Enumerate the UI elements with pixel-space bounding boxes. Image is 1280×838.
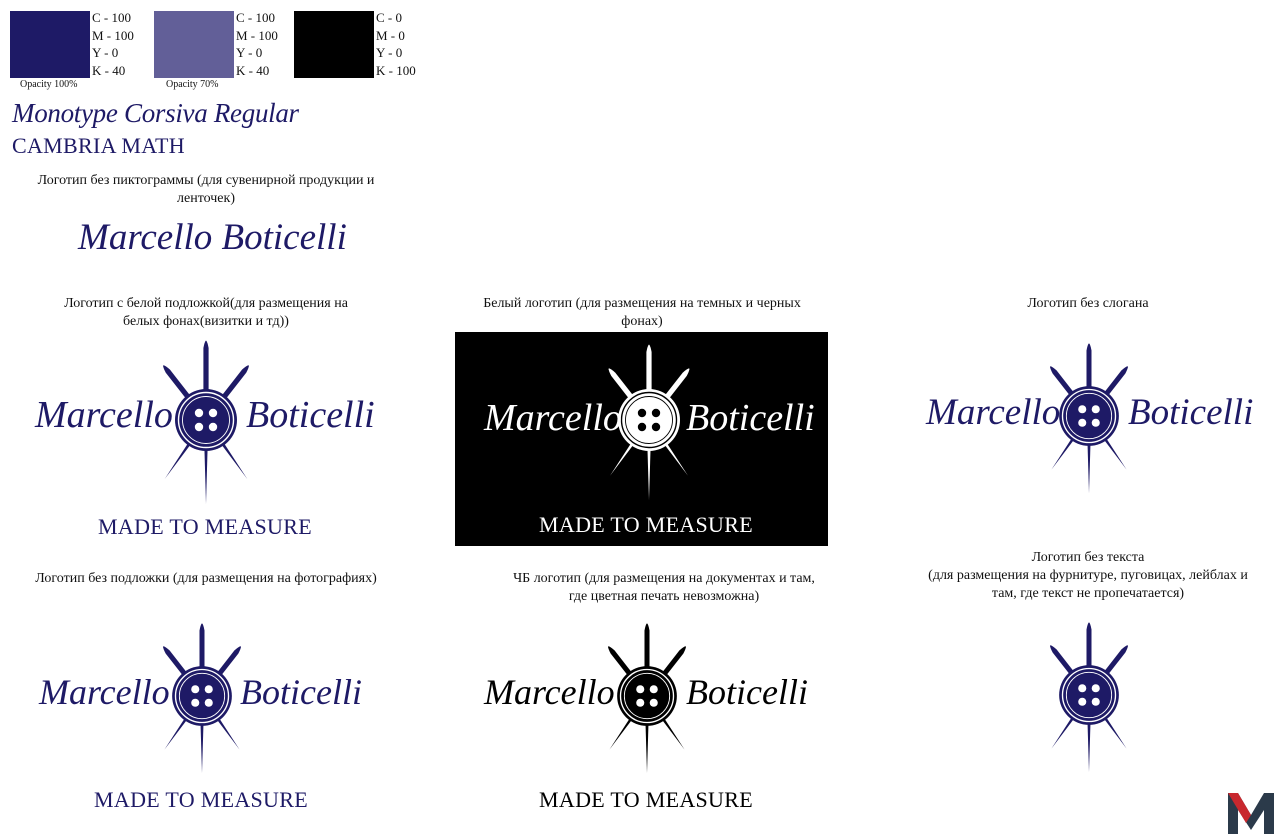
button-needles-icon — [1036, 613, 1142, 777]
cmyk-m: M - 100 — [92, 27, 134, 43]
caption-no-slogan — [888, 295, 1280, 313]
cmyk-c: C - 100 — [236, 10, 275, 25]
caption-bw-logo — [464, 570, 864, 606]
caption-no-text — [888, 549, 1280, 603]
cmyk-y: Y - 0 — [236, 45, 263, 60]
color-swatch-black — [294, 11, 374, 78]
font-name-primary: Monotype Corsiva Regular — [12, 98, 299, 128]
wordmark-last: Boticelli — [686, 397, 815, 439]
cmyk-values-navy-70 — [236, 9, 278, 79]
caption-line: Логотип с белой подложкой(для размещения на — [64, 296, 348, 311]
caption-no-pictogram — [6, 172, 406, 208]
brand-last-name: Boticelli — [221, 217, 347, 258]
slogan: MADE TO MEASURE — [539, 787, 753, 812]
opacity-label-70: Opacity 70% — [166, 79, 219, 90]
cmyk-c: C - 100 — [92, 10, 131, 25]
caption-line: где цветная печать невозможна) — [568, 589, 760, 604]
cmyk-values-navy — [92, 9, 134, 79]
caption-white-logo — [442, 295, 842, 331]
font-name-secondary: CAMBRIA MATH — [12, 133, 185, 158]
wordmark-first: Marcello — [926, 392, 1061, 433]
wordmark-first: Marcello — [39, 672, 170, 712]
caption-line: Логотип без слогана — [1027, 296, 1149, 311]
caption-line: там, где текст не пропечатается) — [991, 586, 1185, 601]
caption-line: белых фонах(визитки и тд)) — [123, 314, 289, 329]
color-swatch-navy — [10, 11, 90, 78]
cmyk-k: K - 40 — [236, 62, 270, 78]
cmyk-values-black — [376, 9, 416, 79]
caption-line: Логотип без текста — [1031, 550, 1145, 565]
caption-no-backing — [6, 570, 406, 588]
caption-line: ленточек) — [177, 191, 235, 206]
cmyk-y: Y - 0 — [376, 45, 403, 60]
opacity-label-100: Opacity 100% — [20, 79, 78, 90]
caption-line: ЧБ логотип (для размещения на документах и там, — [513, 571, 815, 586]
cmyk-c: C - 0 — [376, 10, 402, 25]
color-swatch-navy-70 — [154, 11, 234, 78]
wordmark-first: Marcello — [484, 672, 615, 712]
cmyk-m: M - 100 — [236, 27, 278, 43]
wordmark-last: Boticelli — [686, 672, 808, 712]
cmyk-y: Y - 0 — [92, 45, 119, 60]
caption-line: (для размещения на фурнитуре, пуговицах, лейблах и — [928, 568, 1248, 583]
wordmark-first: Marcello — [35, 394, 173, 436]
wordmark-text-only — [78, 216, 347, 259]
brand-first-name: Marcello — [78, 217, 213, 258]
slogan: MADE TO MEASURE — [94, 787, 308, 812]
wordmark-last: Boticelli — [1128, 392, 1254, 433]
caption-line: Логотип без подложки (для размещения на фотографиях) — [35, 571, 377, 586]
cmyk-k: K - 100 — [376, 62, 416, 78]
caption-white-backing — [6, 295, 406, 331]
caption-line: Белый логотип (для размещения на темных и черных — [483, 296, 801, 311]
wordmark-last: Boticelli — [240, 672, 362, 712]
corner-m-logo-icon — [1226, 790, 1276, 836]
caption-line: Логотип без пиктограммы (для сувенирной продукции и — [37, 173, 375, 188]
slogan: MADE TO MEASURE — [98, 514, 312, 539]
cmyk-m: M - 0 — [376, 27, 405, 43]
cmyk-k: K - 40 — [92, 62, 126, 78]
slogan: MADE TO MEASURE — [539, 512, 753, 537]
caption-line: фонах) — [621, 314, 663, 329]
wordmark-last: Boticelli — [246, 394, 375, 436]
wordmark-first: Marcello — [484, 397, 622, 439]
